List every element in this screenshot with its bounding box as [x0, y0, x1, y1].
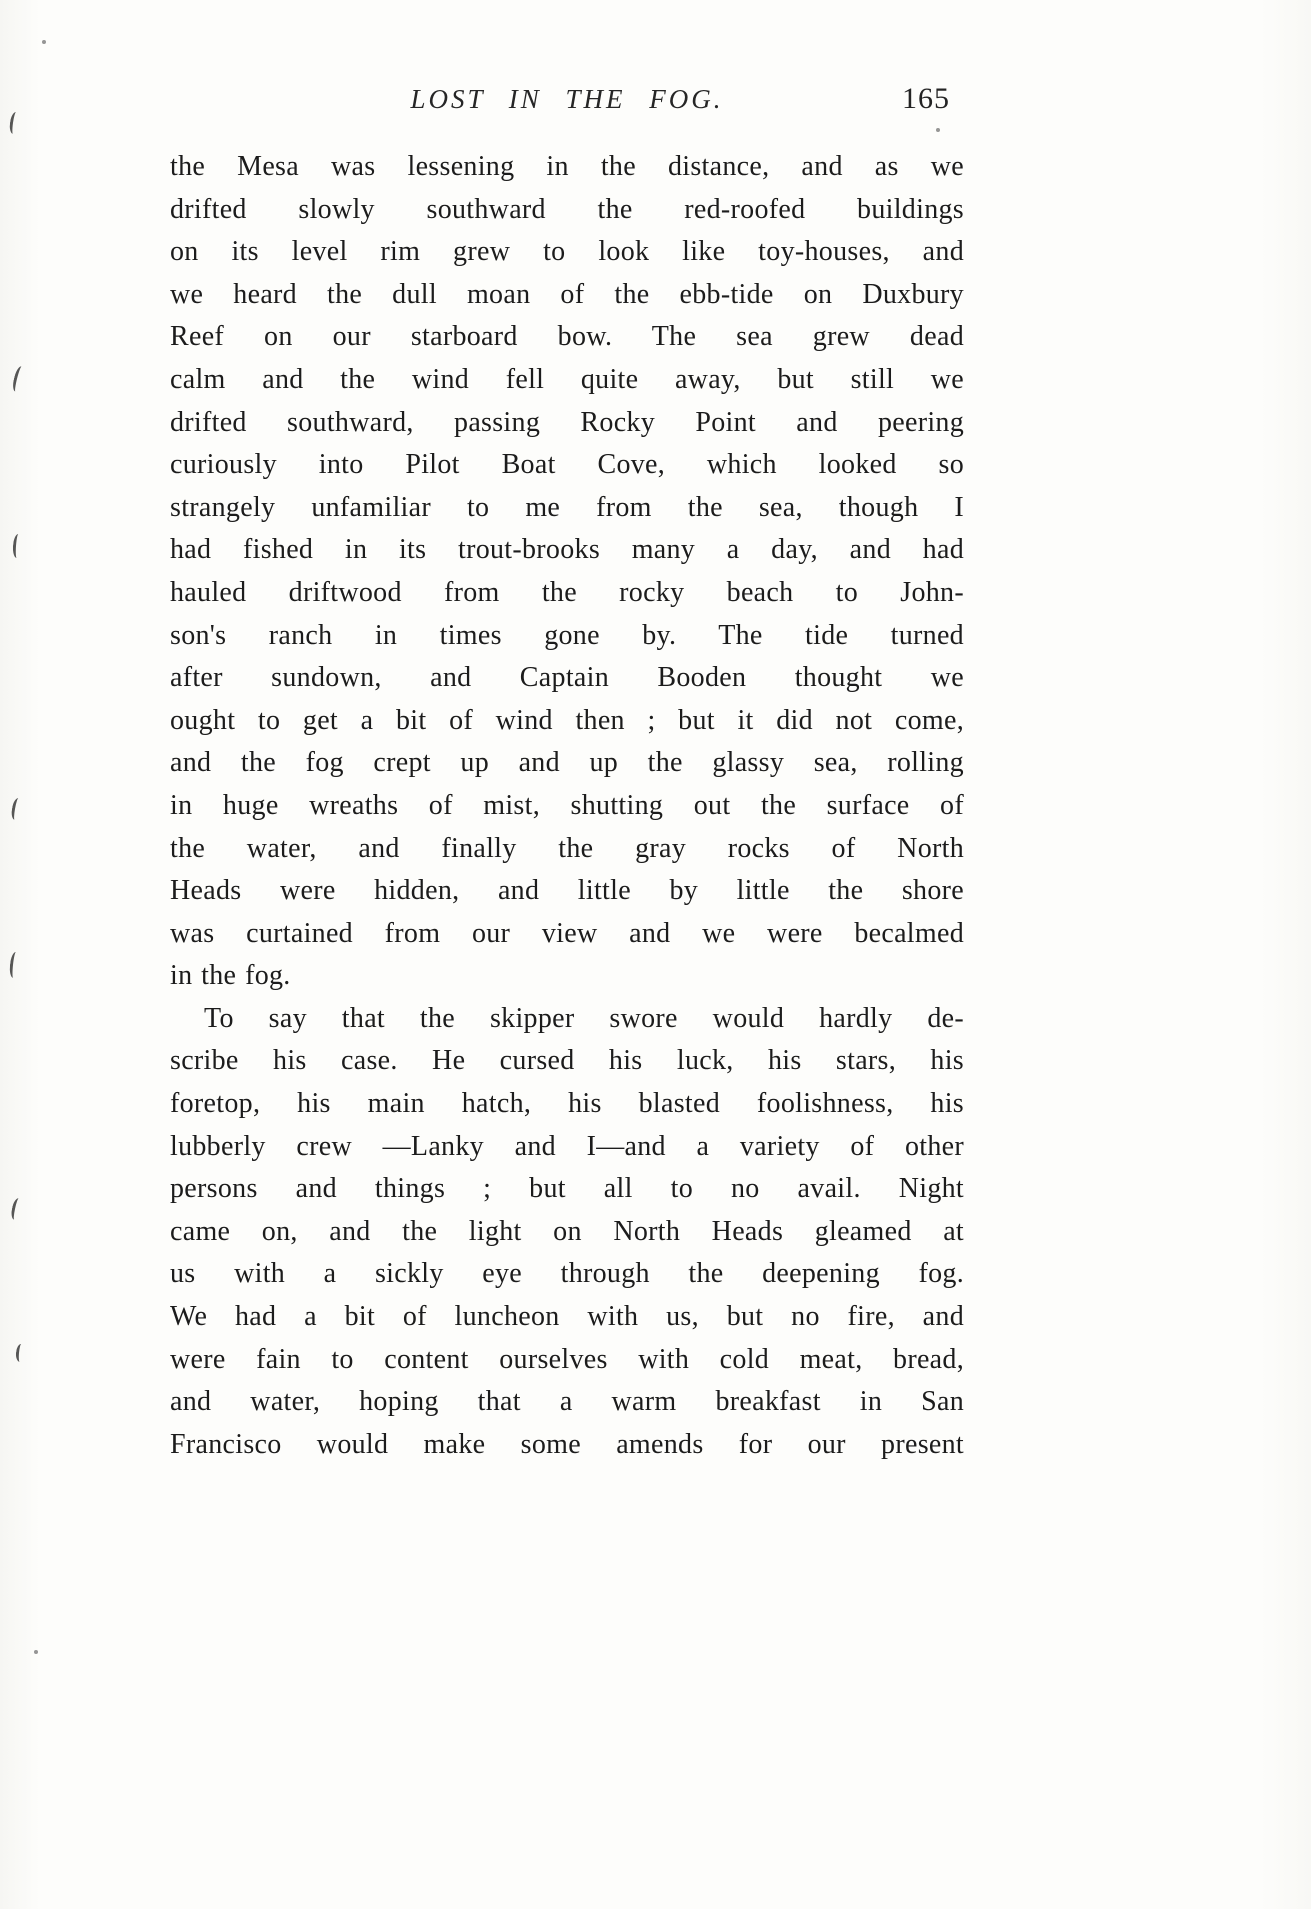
text-line: calm and the wind fell quite away, but still we	[170, 363, 964, 395]
text-line: in the fog.	[170, 960, 291, 992]
text-line: was curtained from our view and we were becalmed	[170, 917, 964, 949]
text-line: lubberly crew —Lanky and I—and a variety of other	[170, 1130, 964, 1162]
text-line: drifted slowly southward the red-roofed buildings	[170, 193, 964, 225]
ink-mark-artifact	[15, 1344, 26, 1363]
text-line: on its level rim grew to look like toy-houses, and	[170, 236, 964, 268]
text-line: we heard the dull moan of the ebb-tide on Duxbury	[170, 278, 964, 310]
text-line: the Mesa was lessening in the distance, and as we	[170, 151, 964, 182]
ink-mark-artifact	[10, 797, 23, 820]
ink-mark-artifact	[11, 365, 26, 392]
text-line: Heads were hidden, and little by little the shore	[170, 875, 964, 907]
speck-artifact	[34, 1650, 38, 1654]
text-line: son's ranch in times gone by. The tide turned	[170, 619, 964, 651]
text-line: the water, and finally the gray rocks of North	[170, 832, 964, 864]
page-header	[170, 84, 964, 128]
body-text	[170, 146, 964, 1466]
ink-mark-artifact	[10, 1197, 23, 1220]
text-line: and water, hoping that a warm breakfast in San	[170, 1386, 964, 1418]
text-line: Reef on our starboard bow. The sea grew dead	[170, 321, 964, 353]
text-line: strangely unfamiliar to me from the sea, though I	[170, 491, 964, 523]
speck-artifact	[42, 40, 46, 44]
text-line: To say that the skipper swore would hardly de-	[204, 1002, 964, 1034]
ink-mark-artifact	[9, 111, 21, 134]
text-line: Francisco would make some amends for our present	[170, 1428, 964, 1460]
running-title: LOST IN THE FOG.	[410, 84, 724, 114]
text-line: drifted southward, passing Rocky Point and peering	[170, 406, 964, 438]
text-line: in huge wreaths of mist, shutting out the surface of	[170, 789, 964, 821]
ink-mark-artifact	[12, 534, 23, 559]
text-line: hauled driftwood from the rocky beach to John-	[170, 576, 964, 608]
text-line: scribe his case. He cursed his luck, his stars, his	[170, 1045, 964, 1077]
ink-mark-artifact	[9, 952, 21, 979]
text-line: us with a sickly eye through the deepening fog.	[170, 1258, 964, 1290]
text-line: persons and things ; but all to no avail. Night	[170, 1173, 964, 1205]
text-line: were fain to content ourselves with cold meat, bread,	[170, 1343, 964, 1375]
page-number: 165	[902, 82, 950, 115]
text-line: We had a bit of luncheon with us, but no fire, and	[170, 1301, 964, 1333]
text-line: and the fog crept up and up the glassy sea, rolling	[170, 747, 964, 779]
speck-artifact	[936, 128, 940, 132]
text-line: ought to get a bit of wind then ; but it did not come,	[170, 704, 964, 736]
text-line: had fished in its trout-brooks many a day, and had	[170, 534, 964, 566]
text-line: after sundown, and Captain Booden thought we	[170, 662, 964, 694]
text-line: came on, and the light on North Heads gleamed at	[170, 1215, 964, 1247]
text-line: curiously into Pilot Boat Cove, which looked so	[170, 449, 964, 481]
text-line: foretop, his main hatch, his blasted foolishness, his	[170, 1088, 964, 1120]
